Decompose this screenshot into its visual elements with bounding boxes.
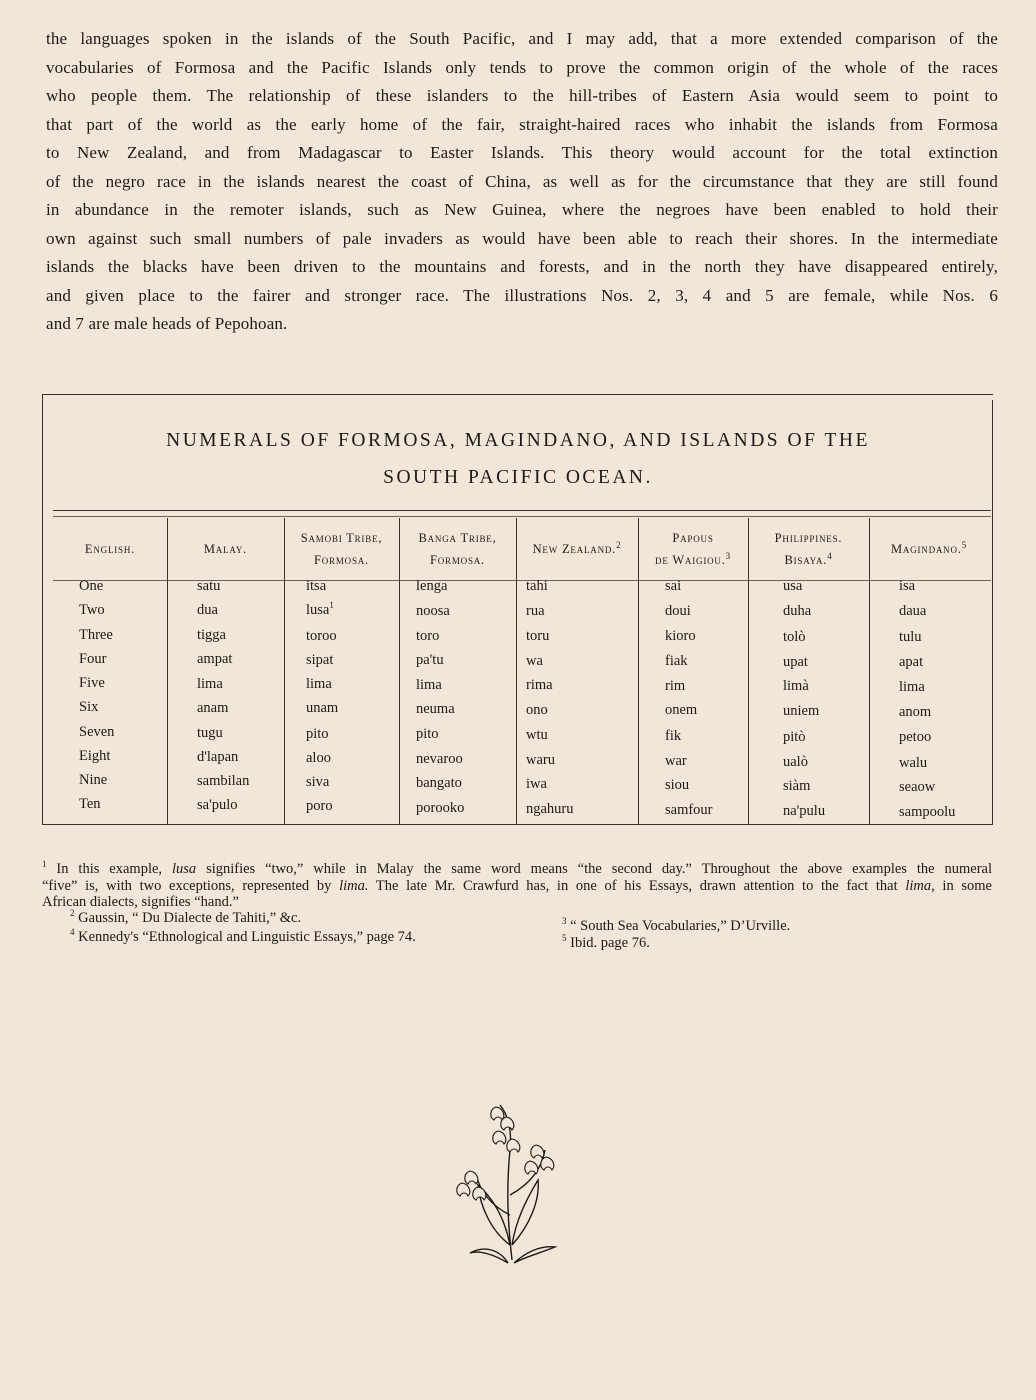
footnote-1-text-e: in some — [934, 877, 992, 894]
table-cell — [79, 772, 107, 789]
footnote-2 — [70, 910, 301, 927]
table-cell-text: noosa — [416, 602, 450, 619]
table-title-line2: SOUTH PACIFIC OCEAN. — [383, 467, 653, 488]
table-cell — [526, 677, 553, 694]
table-cell-text: lima — [416, 676, 442, 693]
table-cell-text: aloo — [306, 749, 331, 766]
table-cell-text: lima — [306, 676, 332, 693]
table-cell-text: isa — [899, 578, 916, 594]
table-cell — [899, 704, 931, 721]
table-cell-text: sambilan — [197, 773, 250, 790]
table-cell — [197, 773, 249, 790]
table-cell-text: waru — [526, 751, 555, 768]
table-cell-text: wtu — [526, 727, 548, 744]
table-cell — [79, 796, 101, 813]
table-cell-text: iwa — [526, 776, 547, 793]
table-cell — [899, 654, 923, 671]
column-header-line1: Samobi Tribe, — [300, 531, 383, 545]
table-cell — [197, 725, 223, 742]
column-header — [167, 520, 284, 578]
table-cell-text: Two — [79, 602, 105, 618]
table-cell — [197, 651, 232, 668]
table-cell — [526, 801, 574, 818]
table-cell — [899, 804, 955, 821]
table-cell — [783, 803, 825, 820]
footnote-1-text-f: African dialects, signifies “hand.” — [42, 894, 239, 910]
table-cell — [783, 678, 809, 695]
table-cell — [665, 802, 713, 819]
column-header — [748, 520, 869, 578]
table-cell-text: dua — [197, 602, 218, 619]
table-cell-text: tahi — [526, 578, 548, 594]
footnote-2-text: Gaussin, “ Du Dialecte de Tahiti,” &c. — [78, 910, 302, 926]
table-cell-text: neuma — [416, 701, 455, 718]
table-cell — [197, 700, 228, 717]
table-cell-text: war — [665, 752, 687, 769]
table-cell — [899, 603, 926, 620]
table-cell-text: siou — [665, 777, 690, 794]
table-cell-text: na'pulu — [783, 803, 826, 820]
table-cell-text: wa — [526, 652, 543, 669]
table-cell — [306, 774, 329, 791]
table-cell — [79, 748, 110, 765]
table-cell — [526, 578, 548, 595]
table-cell-text: pito — [416, 726, 439, 743]
table-cell-text: ngahuru — [526, 800, 574, 817]
column-header — [284, 520, 399, 578]
column-header — [638, 520, 748, 578]
table-cell — [306, 652, 333, 669]
table-cell — [416, 603, 450, 620]
table-cell-text: Six — [79, 699, 99, 715]
column-header-line2: de Waigiou. — [655, 553, 726, 567]
table-cell — [783, 754, 808, 771]
footnote-1 — [42, 861, 992, 911]
table-cell — [306, 578, 326, 595]
header-rule — [53, 510, 991, 511]
table-cell-text: lusa — [306, 602, 330, 619]
table-cell-text: satu — [197, 578, 221, 594]
column-header-line1: Philippines. — [774, 531, 843, 545]
table-cell-text: Eight — [79, 748, 111, 764]
table-cell — [899, 629, 922, 646]
footnote-ref: 2 — [616, 539, 622, 550]
table-top-rule — [43, 394, 993, 395]
footnote-3-mark: 3 — [562, 916, 567, 927]
table-cell — [783, 603, 811, 620]
table-cell — [197, 797, 237, 814]
table-cell — [899, 779, 935, 796]
table-cell — [665, 628, 696, 645]
table-cell-text: ualò — [783, 753, 808, 770]
table-cell — [665, 728, 681, 745]
table-cell-text: tugu — [197, 724, 223, 741]
table-cell — [783, 729, 806, 746]
footnote-5 — [562, 935, 650, 952]
table-cell — [665, 603, 691, 620]
table-cell — [306, 700, 338, 717]
table-cell — [416, 578, 447, 595]
table-cell-text: uniem — [783, 703, 820, 720]
paragraph-line: of the negro race in the islands nearest the coast of China, as well as for the circumstance that they are still found — [46, 171, 998, 191]
table-cell-text: Five — [79, 675, 105, 691]
table-cell-text: itsa — [306, 578, 327, 594]
column-header-line2: Formosa. — [313, 553, 369, 567]
table-cell-text: toroo — [306, 627, 337, 644]
table-cell — [665, 777, 689, 794]
table-cell-text: toro — [416, 627, 440, 644]
table-cell — [665, 678, 685, 695]
column-header — [869, 520, 989, 578]
table-cell-text: anam — [197, 699, 229, 716]
table-cell-text: lima — [197, 675, 223, 692]
table-cell-text: pa'tu — [416, 652, 444, 669]
table-cell-text: Seven — [79, 724, 115, 740]
table-cell-text: onem — [665, 702, 698, 719]
footnote-1-text-c: “five” is, with two exceptions, represented by — [42, 877, 340, 894]
table-cell — [306, 726, 329, 743]
table-cell — [899, 755, 927, 772]
table-cell — [526, 776, 547, 793]
table-cell — [79, 627, 113, 644]
table-cell — [416, 701, 455, 718]
table-cell-text: upat — [783, 653, 808, 670]
table-cell-text: ampat — [197, 651, 233, 668]
table-cell-text: siàm — [783, 778, 811, 795]
numerals-table — [42, 394, 993, 825]
table-cell-text: usa — [783, 578, 803, 594]
table-cell-text: duha — [783, 603, 812, 620]
table-cell-text: rima — [526, 677, 553, 694]
table-cell — [783, 629, 806, 646]
table-cell — [197, 578, 220, 595]
table-cell-text: samfour — [665, 802, 713, 818]
table-cell — [526, 752, 555, 769]
table-cell — [79, 675, 105, 692]
table-cell-text: siva — [306, 774, 330, 791]
table-cell — [306, 750, 331, 767]
column-header — [53, 520, 167, 578]
paragraph-line: who people them. The relationship of these islanders to the hill-tribes of Eastern Asia would seem to point to — [46, 86, 998, 105]
table-cell-text: fik — [665, 727, 682, 744]
column-header-line1: Malay. — [203, 542, 248, 556]
body-paragraph — [46, 25, 998, 339]
paragraph-line: vocabularies of Formosa and the Pacific Islands only tends to prove the common origin of the whole of the races — [46, 57, 998, 77]
table-cell — [416, 800, 464, 817]
table-cell — [197, 676, 223, 693]
table-cell-text: limà — [783, 678, 809, 695]
table-cell-text: lima — [899, 678, 925, 695]
table-cell-text: petoo — [899, 729, 932, 746]
table-cell — [79, 724, 114, 741]
table-cell-text: tulu — [899, 628, 922, 645]
footnote-1-italic-lima: lima. — [339, 877, 369, 894]
table-cell-text: unam — [306, 700, 339, 717]
footnote-ref: 4 — [827, 550, 833, 561]
table-cell-text: daua — [899, 603, 927, 620]
footnote-ref: 1 — [329, 600, 334, 611]
table-cell-text: pito — [306, 725, 329, 742]
table-cell — [526, 727, 548, 744]
paragraph-line: own against such small numbers of pale invaders as would have been able to reach their shores. In the intermediate — [46, 228, 998, 248]
table-cell — [783, 778, 810, 795]
table-cell — [416, 751, 463, 768]
table-cell — [416, 726, 439, 743]
table-cell-text: sa'pulo — [197, 797, 238, 814]
table-cell-text: rua — [526, 602, 545, 619]
table-cell-text: sipat — [306, 651, 334, 668]
table-cell — [197, 627, 226, 644]
table-cell — [526, 603, 545, 620]
paragraph-line: the languages spoken in the islands of the South Pacific, and I may add, that a more extended comparison of the — [46, 29, 998, 48]
table-cell-text: Nine — [79, 772, 108, 788]
table-cell-text: tolò — [783, 628, 806, 645]
table-cell — [665, 753, 687, 770]
footnote-ref: 5 — [961, 539, 968, 550]
footnote-3-text: “ South Sea Vocabularies,” D’Urville. — [570, 918, 791, 934]
table-cell — [306, 676, 332, 693]
table-cell — [197, 749, 238, 766]
table-cell — [79, 699, 98, 716]
table-cell — [665, 653, 688, 670]
table-cell — [306, 628, 337, 645]
footnote-1-text-d: The late Mr. Crawfurd has, in one of his Essays, drawn attention to the fact that — [368, 877, 906, 894]
table-cell — [526, 702, 548, 719]
table-cell-text: pitò — [783, 728, 806, 745]
footnote-2-mark: 2 — [70, 908, 75, 919]
table-cell-text: poro — [306, 798, 333, 815]
table-cell-text: toru — [526, 628, 550, 645]
table-title-line1: NUMERALS OF FORMOSA, MAGINDANO, AND ISLANDS OF THE — [166, 430, 870, 451]
footnote-1-text-b: signifies “two,” while in Malay the same word means “the second day.” Throughout the above examples the numeral — [196, 861, 992, 877]
paragraph-line: and 7 are male heads of Pepohoan. — [46, 314, 288, 333]
table-cell-text: lenga — [416, 578, 448, 594]
column-header-line1: Magindano. — [890, 542, 962, 556]
table-cell-text: anom — [899, 703, 932, 720]
column-header — [399, 520, 516, 578]
paragraph-line: in abundance in the remoter islands, such as New Guinea, where the negroes have been enabled to hold their — [46, 200, 998, 219]
table-cell — [899, 679, 925, 696]
table-cell-text: apat — [899, 654, 924, 670]
table-cell — [306, 798, 333, 815]
footnote-4 — [70, 929, 416, 946]
footnote-3 — [562, 918, 790, 935]
table-cell-text: fiak — [665, 653, 688, 670]
table-cell — [526, 628, 549, 645]
table-cell — [79, 602, 105, 619]
paragraph-line: and given place to the fairer and stronger race. The illustrations Nos. 2, 3, 4 and 5 are female, while Nos. 6 — [46, 285, 998, 305]
column-header-line1: Papous — [672, 531, 714, 545]
footnote-1-mark: 1 — [42, 859, 47, 870]
table-right-rule — [992, 400, 993, 824]
table-cell-text: rim — [665, 677, 686, 694]
table-cell-text: kioro — [665, 628, 696, 645]
table-cell-text: walu — [899, 754, 928, 771]
table-cell — [197, 602, 218, 619]
table-cell-text: seaow — [899, 779, 936, 796]
table-cell — [665, 702, 697, 719]
table-cell-text: doui — [665, 602, 691, 619]
table-cell-text: Ten — [79, 796, 101, 812]
table-cell-text: Four — [79, 651, 107, 667]
paragraph-line: that part of the world as the early home of the fair, straight-haired races who inhabit the islands from Formosa — [46, 114, 998, 134]
header-rule-inner — [53, 516, 991, 517]
footnote-5-mark: 5 — [562, 933, 567, 944]
table-cell-text: porooko — [416, 799, 465, 816]
paragraph-line: to New Zealand, and from Madagascar to Easter Islands. This theory would account for the total extinction — [46, 143, 998, 162]
table-cell-text: tigga — [197, 627, 226, 644]
header-bottom-rule — [53, 580, 991, 581]
lily-of-the-valley-sprig-icon — [450, 1095, 570, 1270]
column-header-line2: Formosa. — [429, 553, 485, 567]
table-cell — [783, 654, 808, 671]
footnote-4-mark: 4 — [70, 927, 75, 938]
column-header-line1: New Zealand. — [532, 542, 617, 556]
column-header-line1: Banga Tribe, — [418, 531, 497, 545]
paragraph-line: islands the blacks have been driven to the mountains and forests, and in the north they have disappeared entirely, — [46, 257, 998, 276]
table-cell — [526, 653, 543, 670]
footnote-1-text-a: In this example, — [56, 861, 172, 877]
footnote-5-text: Ibid. page 76. — [570, 935, 650, 951]
table-cell — [306, 602, 334, 619]
table-cell-text: Three — [79, 627, 113, 643]
column-header-line1: English. — [84, 542, 136, 556]
table-cell-text: sampoolu — [899, 804, 956, 821]
table-cell — [783, 703, 819, 720]
footnote-4-text: Kennedy's “Ethnological and Linguistic Essays,” page 74. — [78, 929, 416, 945]
table-cell — [783, 578, 802, 595]
table-cell-text: bangato — [416, 775, 462, 792]
column-header — [516, 520, 638, 578]
table-cell — [79, 651, 106, 668]
column-header-line2: Bisaya. — [784, 553, 828, 567]
table-cell — [899, 578, 915, 595]
table-cell — [416, 652, 444, 669]
footnote-1-italic-lusa: lusa — [171, 861, 197, 877]
table-cell-text: ono — [526, 701, 548, 718]
table-cell — [416, 775, 462, 792]
table-cell — [665, 578, 681, 595]
footnote-ref: 3 — [725, 550, 731, 561]
table-cell — [416, 628, 439, 645]
table-cell — [416, 677, 442, 694]
table-cell-text: nevaroo — [416, 750, 463, 767]
table-cell-text: One — [79, 578, 104, 594]
footnote-1-italic-lima2: lima, — [905, 877, 935, 894]
table-cell-text: sai — [665, 578, 682, 594]
table-cell-text: d'lapan — [197, 748, 239, 765]
table-cell — [79, 578, 103, 595]
table-cell — [899, 729, 931, 746]
